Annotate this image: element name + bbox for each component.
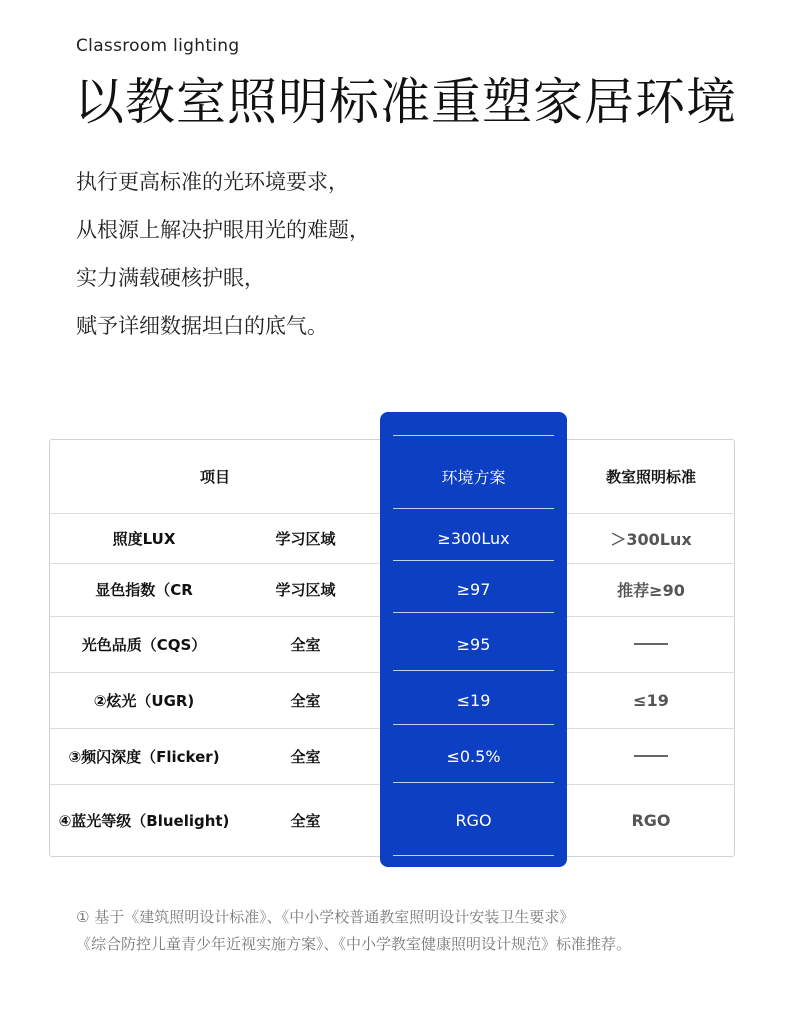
row-standard: RGO (631, 811, 671, 830)
eyebrow-text: Classroom lighting (76, 36, 240, 56)
row-area: 全室 (290, 812, 321, 830)
footnote-line: 《综合防控儿童青少年近视实施方案》、《中小学教室健康照明设计规范》标准推荐。 (76, 935, 632, 953)
row-standard: 推荐≥90 (617, 581, 685, 600)
intro-line: 执行更高标准的光环境要求， (76, 170, 349, 194)
row-plan: ≥97 (456, 580, 491, 599)
row-item: ②炫光（UGR) (93, 691, 195, 710)
intro-line: 从根源上解决护眼用光的难题， (76, 218, 370, 242)
row-plan: ≥95 (456, 634, 491, 654)
row-item: ④蓝光等级（Bluelight) (58, 812, 230, 830)
row-standard-empty (567, 728, 735, 784)
dash-mark (634, 643, 668, 645)
row-standard: ≤19 (633, 690, 669, 710)
row-item: 照度LUX (112, 529, 176, 548)
row-standard: ＞300Lux (610, 529, 692, 549)
row-standard-empty (567, 616, 735, 672)
footnote-line: ① 基于《建筑照明设计标准》、《中小学校普通教室照明设计安装卫生要求》 (76, 908, 575, 926)
row-area: 全室 (290, 635, 321, 654)
intro-line: 赋予详细数据坦白的底气。 (76, 314, 328, 338)
row-item: ③频闪深度（Flicker) (68, 747, 220, 766)
row-area: 学习区域 (275, 581, 336, 599)
intro-line: 实力满载硬核护眼， (76, 266, 265, 290)
dash-mark (634, 755, 668, 757)
row-plan: ≥300Lux (437, 528, 510, 548)
row-item: 光色品质（CQS） (81, 635, 207, 654)
row-plan: ≤0.5% (446, 746, 501, 766)
row-area: 全室 (290, 747, 321, 766)
row-area: 全室 (290, 691, 321, 710)
row-plan: RGO (455, 811, 492, 830)
row-area: 学习区域 (275, 529, 336, 548)
header-plan: 环境方案 (441, 468, 506, 487)
row-plan: ≤19 (456, 690, 491, 710)
footnote (76, 905, 631, 959)
header-item: 项目 (199, 468, 230, 486)
highlight-divider (393, 435, 554, 436)
page-title: 以教室照明标准重塑家居环境 (74, 73, 737, 131)
header-standard: 教室照明标准 (605, 468, 696, 486)
intro-paragraph (76, 164, 370, 356)
row-item: 显色指数（CR (95, 581, 193, 599)
